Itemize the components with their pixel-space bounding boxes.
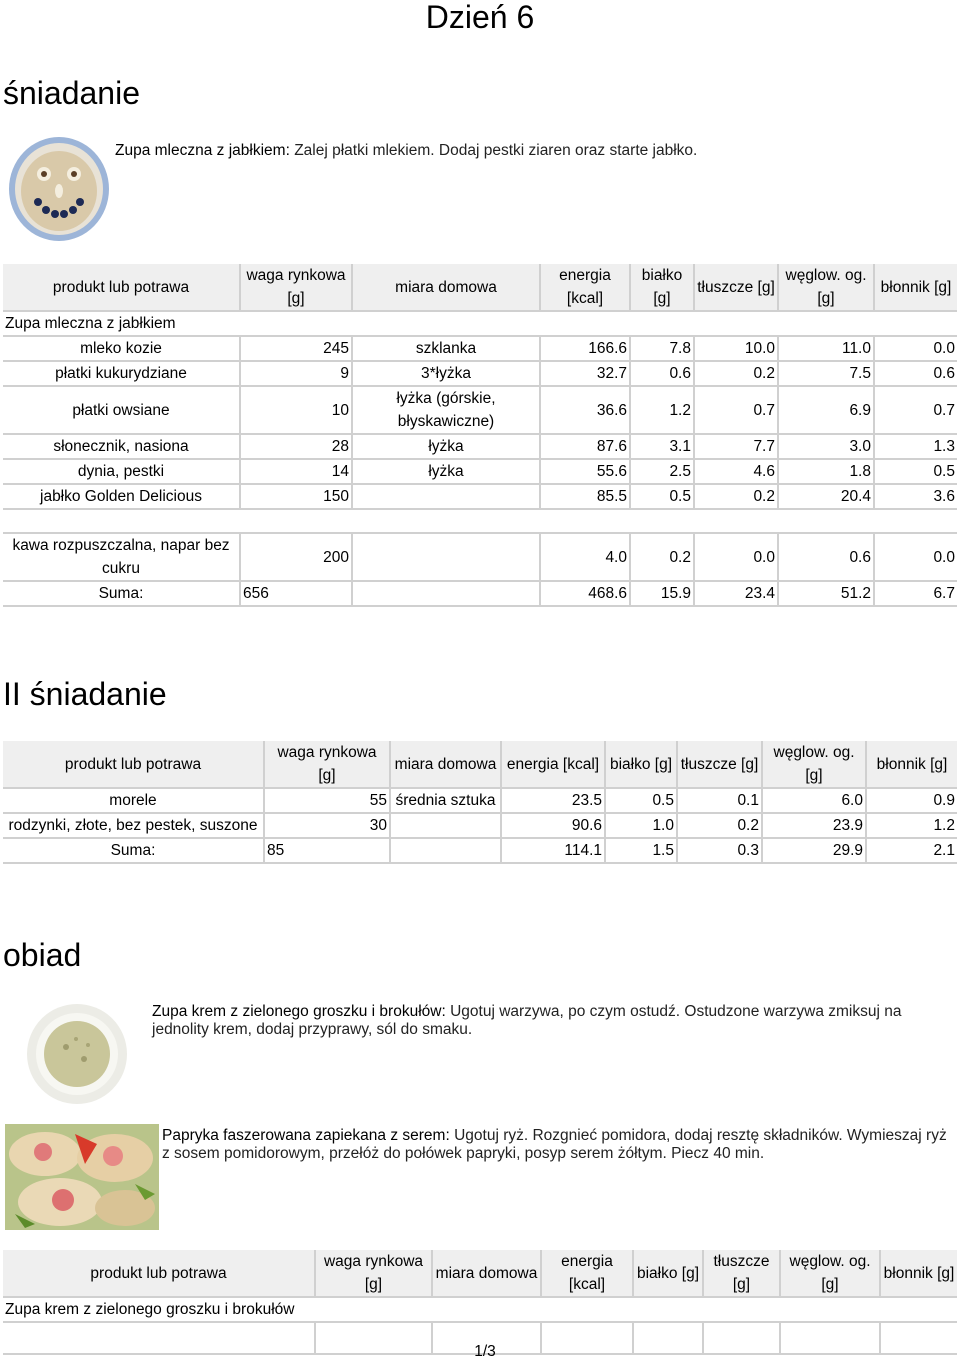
cell-energia: 4.0 (540, 533, 630, 581)
col-header: błonnik [g] (866, 741, 957, 788)
cell-product: morele (3, 788, 264, 813)
cell-miara: łyżka (górskie, błyskawiczne) (352, 386, 540, 434)
sum-energia: 114.1 (501, 838, 605, 863)
col-header: tłuszcze [g] (703, 1250, 780, 1297)
section-title-lunch: obiad (3, 937, 82, 973)
recipe-text: Ugotuj ryż. Rozgnieć pomidora, dodaj resztę składników. Wymieszaj ryż z sosem pomidorowym, przełóż do połówek papryki, posyp serem żółtym. Piecz 40 min. (162, 1127, 947, 1162)
sum-waga: 656 (240, 581, 352, 606)
cell-product: kawa rozpuszczalna, napar bez cukru (3, 533, 240, 581)
col-header: tłuszcze [g] (694, 264, 778, 311)
table-row (3, 459, 957, 484)
section-title-second-breakfast: II śniadanie (3, 676, 167, 712)
cell-blonnik: 0.7 (874, 386, 957, 434)
table-header (3, 1250, 957, 1297)
col-header: tłuszcze [g] (677, 741, 762, 788)
cell-product: dynia, pestki (3, 459, 240, 484)
cell-blonnik: 3.6 (874, 484, 957, 509)
col-header: miara domowa (352, 264, 540, 311)
col-header: białko [g] (605, 741, 677, 788)
page-title: Dzień 6 (425, 0, 535, 35)
table-row (3, 336, 957, 361)
col-header: waga rynkowa [g] (315, 1250, 432, 1297)
cell-tluszcze: 7.7 (694, 434, 778, 459)
cell-miara (352, 484, 540, 509)
cell-product: słonecznik, nasiona (3, 434, 240, 459)
recipe-pepper (162, 1127, 952, 1163)
cell-bialko: 7.8 (630, 336, 694, 361)
recipe-name: Zupa mleczna z jabłkiem: (115, 142, 290, 159)
breakfast-photo (8, 136, 110, 242)
table-header (3, 741, 957, 788)
col-header: węglow. og. [g] (762, 741, 866, 788)
col-header: miara domowa (432, 1250, 541, 1297)
cell-energia: 32.7 (540, 361, 630, 386)
cell-energia: 23.5 (501, 788, 605, 813)
table-header (3, 264, 957, 311)
table-row (3, 484, 957, 509)
cell-blonnik: 0.0 (874, 533, 957, 581)
cell-energia: 85.5 (540, 484, 630, 509)
cell-bialko: 2.5 (630, 459, 694, 484)
sum-weglow: 51.2 (778, 581, 874, 606)
cell-weglow: 20.4 (778, 484, 874, 509)
col-header: węglow. og. [g] (780, 1250, 880, 1297)
cell-waga: 55 (264, 788, 390, 813)
col-header: błonnik [g] (880, 1250, 957, 1297)
cell-waga: 28 (240, 434, 352, 459)
stuffed-pepper-photo (5, 1124, 159, 1230)
cell-energia: 166.6 (540, 336, 630, 361)
cell-waga: 30 (264, 813, 390, 838)
cell-tluszcze: 0.2 (694, 484, 778, 509)
col-header: białko [g] (633, 1250, 703, 1297)
cell-miara: łyżka (352, 459, 540, 484)
sum-waga: 85 (264, 838, 390, 863)
sum-tluszcze: 0.3 (677, 838, 762, 863)
col-header: produkt lub potrawa (3, 741, 264, 788)
recipe-name: Papryka faszerowana zapiekana z serem: (162, 1127, 450, 1144)
cell-product: płatki owsiane (3, 386, 240, 434)
cell-bialko: 0.6 (630, 361, 694, 386)
section-title-breakfast: śniadanie (3, 75, 140, 111)
cell-product: płatki kukurydziane (3, 361, 240, 386)
cell-blonnik: 0.9 (866, 788, 957, 813)
sum-bialko: 1.5 (605, 838, 677, 863)
cell-tluszcze: 0.2 (677, 813, 762, 838)
sum-blonnik: 6.7 (874, 581, 957, 606)
table-row (3, 434, 957, 459)
cell-blonnik: 1.3 (874, 434, 957, 459)
soup-photo (26, 1003, 128, 1105)
recipe-soup (152, 1003, 947, 1039)
cell-waga: 150 (240, 484, 352, 509)
cell-waga: 200 (240, 533, 352, 581)
sum-blonnik: 2.1 (866, 838, 957, 863)
cell-product: mleko kozie (3, 336, 240, 361)
cell-weglow: 6.9 (778, 386, 874, 434)
second-breakfast-table (3, 741, 957, 864)
table-row (3, 533, 957, 581)
cell-tluszcze: 10.0 (694, 336, 778, 361)
cell-bialko: 0.5 (630, 484, 694, 509)
dish-name: Zupa krem z zielonego groszku i brokułów (3, 1297, 957, 1322)
sum-label: Suma: (3, 838, 264, 863)
recipe-text: Zalej płatki mlekiem. Dodaj pestki ziaren oraz starte jabłko. (294, 142, 698, 159)
col-header: białko [g] (630, 264, 694, 311)
dish-row (3, 1297, 957, 1322)
cell-weglow: 1.8 (778, 459, 874, 484)
recipe-text: Ugotuj warzywa, po czym ostudź. Ostudzone warzywa zmiksuj na jednolity krem, dodaj przyprawy, sól do smaku. (152, 1003, 902, 1038)
table-row (3, 386, 957, 434)
sum-row (3, 838, 957, 863)
lunch-table (3, 1250, 957, 1355)
col-header: produkt lub potrawa (3, 1250, 315, 1297)
col-header: waga rynkowa [g] (240, 264, 352, 311)
breakfast-table (3, 264, 957, 607)
sum-weglow: 29.9 (762, 838, 866, 863)
page-number: 1/3 (474, 1343, 496, 1360)
table-row (3, 813, 957, 838)
recipe-name: Zupa krem z zielonego groszku i brokułów: (152, 1003, 446, 1020)
cell-waga: 10 (240, 386, 352, 434)
cell-blonnik: 0.5 (874, 459, 957, 484)
col-header: produkt lub potrawa (3, 264, 240, 311)
cell-miara: 3*łyżka (352, 361, 540, 386)
sum-tluszcze: 23.4 (694, 581, 778, 606)
col-header: węglow. og. [g] (778, 264, 874, 311)
col-header: miara domowa (390, 741, 501, 788)
col-header: energia [kcal] (501, 741, 605, 788)
cell-energia: 87.6 (540, 434, 630, 459)
cell-tluszcze: 4.6 (694, 459, 778, 484)
cell-waga: 245 (240, 336, 352, 361)
cell-weglow: 6.0 (762, 788, 866, 813)
cell-product: jabłko Golden Delicious (3, 484, 240, 509)
cell-blonnik: 1.2 (866, 813, 957, 838)
cell-weglow: 3.0 (778, 434, 874, 459)
cell-bialko: 1.2 (630, 386, 694, 434)
sum-bialko: 15.9 (630, 581, 694, 606)
cell-bialko: 3.1 (630, 434, 694, 459)
cell-miara (352, 533, 540, 581)
cell-energia: 36.6 (540, 386, 630, 434)
cell-blonnik: 0.6 (874, 361, 957, 386)
cell-weglow: 11.0 (778, 336, 874, 361)
cell-tluszcze: 0.0 (694, 533, 778, 581)
cell-energia: 90.6 (501, 813, 605, 838)
cell-tluszcze: 0.7 (694, 386, 778, 434)
col-header: błonnik [g] (874, 264, 957, 311)
cell-blonnik: 0.0 (874, 336, 957, 361)
cell-waga: 14 (240, 459, 352, 484)
cell-energia: 55.6 (540, 459, 630, 484)
col-header: energia [kcal] (541, 1250, 633, 1297)
cell-tluszcze: 0.1 (677, 788, 762, 813)
cell-waga: 9 (240, 361, 352, 386)
cell-weglow: 23.9 (762, 813, 866, 838)
dish-name: Zupa mleczna z jabłkiem (3, 311, 957, 336)
cell-miara: średnia sztuka (390, 788, 501, 813)
sum-label: Suma: (3, 581, 240, 606)
sum-energia: 468.6 (540, 581, 630, 606)
cell-product: rodzynki, złote, bez pestek, suszone (3, 813, 264, 838)
spacer-row (3, 509, 957, 533)
col-header: waga rynkowa [g] (264, 741, 390, 788)
sum-row (3, 581, 957, 606)
cell-bialko: 0.2 (630, 533, 694, 581)
cell-miara: szklanka (352, 336, 540, 361)
cell-weglow: 7.5 (778, 361, 874, 386)
cell-weglow: 0.6 (778, 533, 874, 581)
table-row (3, 361, 957, 386)
cell-bialko: 0.5 (605, 788, 677, 813)
cell-miara: łyżka (352, 434, 540, 459)
cell-tluszcze: 0.2 (694, 361, 778, 386)
recipe-breakfast (115, 142, 945, 160)
cell-miara (390, 813, 501, 838)
table-row (3, 788, 957, 813)
col-header: energia [kcal] (540, 264, 630, 311)
cell-bialko: 1.0 (605, 813, 677, 838)
dish-row (3, 311, 957, 336)
